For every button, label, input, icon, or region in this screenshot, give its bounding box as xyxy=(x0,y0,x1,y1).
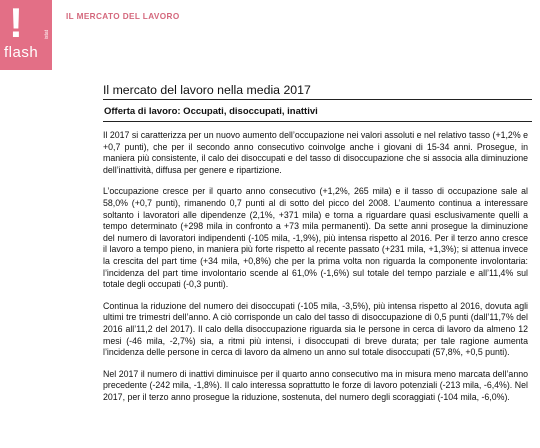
section-title: Offerta di lavoro: Occupati, disoccupati, inattivi xyxy=(104,106,318,117)
title-divider xyxy=(103,99,532,100)
header-title: IL MERCATO DEL LAVORO xyxy=(66,12,180,21)
paragraph-intro: Il 2017 si caratterizza per un nuovo aumento dell’occupazione nei valori assoluti e nel relativo tasso (+1,2% e +0,7 punti), che per il secondo anno consecutivo coinvolge anche i giovani di 15-34 anni. Prosegue, in maniera più consistente, il calo dei disoccupati e del tasso di disoccupazione che si associa alla diminuzione dell’inattività, diffusa per genere e ripartizione. xyxy=(103,130,528,175)
logo-flash-word: flash xyxy=(4,44,39,61)
document-title: Il mercato del lavoro nella media 2017 xyxy=(103,83,311,97)
paragraph-occupazione: L’occupazione cresce per il quarto anno consecutivo (+1,2%, 265 mila) e il tasso di occupazione sale al 58,0% (+0,7 punti), rimanendo 0,7 punti al di sotto del picco del 2008. L’aumento continua a interessare soltanto i lavoratori alle dipendenze (2,1%, +371 mila) e torna a riguardare quasi esclusivamente quelli a tempo determinato (+298 mila in confronto a +73 mila permanenti). Da sette anni prosegue la diminuzione del numero di lavoratori indipendenti (-105 mila, -1,9%), più intensa rispetto al 2016. Per il terzo anno cresce il lavoro a tempo pieno, in maniera più forte rispetto al recente passato (+231 mila, +1,3%); si attenua invece la crescita del part time (+34 mila, +0,8%) che per la prima volta non riguarda la componente involontaria: l’incidenza del part time involontario scende al 61,0% (-1,6%) sul totale del tempo parziale e all’11,4% sul totale degli occupati (-0,3 punti). xyxy=(103,186,528,290)
paragraph-inattivi: Nel 2017 il numero di inattivi diminuisce per il quarto anno consecutivo ma in misura meno marcata dell’anno precedente (-242 mila, -1,8%). Il calo interessa soprattutto le forze di lavoro potenziali (-213 mila, -6,4%). Nel 2017, per il terzo anno prosegue la riduzione, sostenuta, del numero degli scoraggiati (-104 mila, -6,0%). xyxy=(103,368,528,402)
istat-flash-logo xyxy=(0,0,52,70)
document-body xyxy=(103,130,528,413)
logo-exclamation-mark: ! xyxy=(9,0,23,46)
logo-istat-text: istat xyxy=(44,30,50,40)
paragraph-disoccupati: Continua la riduzione del numero dei disoccupati (-105 mila, -3,5%), più intensa rispetto al 2016, dovuta agli ultimi tre trimestri dell’anno. A ciò corrisponde un calo del tasso di disoccupazione di 0,5 punti (dall’11,7% del 2016 all’11,2 del 2017). Il calo della disoccupazione riguarda sia le persone in cerca di lavoro da almeno 12 mesi (-46 mila, -2,7%) sia, a ritmi più intensi, i disoccupati di breve durata; per tale ragione aumenta l’incidenza delle persone in cerca di lavoro da almeno un anno sul totale disoccupati (57,8%, +0,5 punti). xyxy=(103,300,528,358)
section-divider xyxy=(103,121,532,122)
